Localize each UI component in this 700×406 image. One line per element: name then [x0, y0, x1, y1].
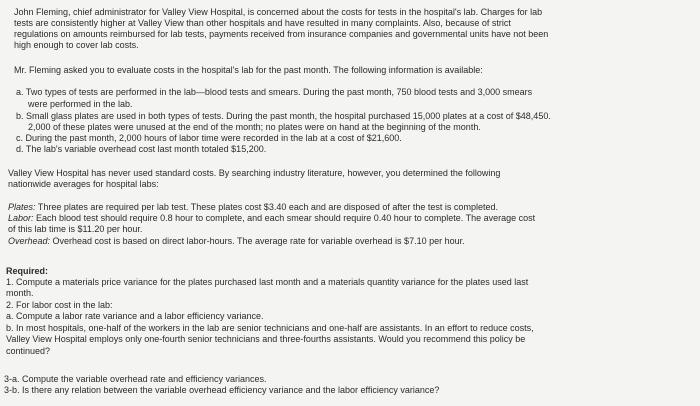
intro-line-3: regulations on amounts reimbursed for lab tests, payments received from insurance companies and governmental units have not been: [14, 29, 549, 39]
ask-text: Mr. Fleming asked you to evaluate costs in the hospital's lab for the past month. The following information is available:: [14, 65, 483, 75]
labor-text-1: Each blood test should require 0.8 hour to complete, and each smear should require 0.40 hour to complete. The average cost: [33, 213, 536, 223]
labor-label: Labor:: [8, 213, 34, 223]
overhead-standard: [8, 236, 465, 246]
plates-text: Three plates are required per lab test. These plates cost $3.40 each and are disposed of after the test is completed.: [35, 202, 498, 212]
standards-line-1: Valley View Hospital has never used standard costs. By searching industry literature, however, you determined the following: [8, 168, 501, 178]
question-2b-line-2: Valley View Hospital employs only one-fourth senior technicians and three-fourths assistants. Would you recommend this policy be: [6, 334, 526, 344]
intro-line-2: tests are consistently higher at Valley View than other hospitals and have resulted in many complaints. Also, because of strict: [14, 18, 511, 28]
item-a-line-1: a. Two types of tests are performed in the lab—blood tests and smears. During the past month, 750 blood tests and 3,000 smears: [16, 87, 533, 97]
question-1-line-1: 1. Compute a materials price variance for the plates purchased last month and a materials quantity variance for the plates used last: [6, 277, 529, 287]
overhead-text: Overhead cost is based on direct labor-hours. The average rate for variable overhead is $7.10 per hour.: [50, 236, 465, 246]
question-3a: 3-a. Compute the variable overhead rate and efficiency variances.: [4, 374, 267, 384]
plates-label: Plates:: [8, 202, 36, 212]
item-d: d. The lab's variable overhead cost last month totaled $15,200.: [16, 144, 267, 154]
item-b-line-1: b. Small glass plates are used in both types of tests. During the past month, the hospital purchased 15,000 plates at a cost of $48,450.: [16, 111, 551, 121]
intro-line-4: high enough to cover lab costs.: [14, 40, 139, 50]
question-3b: 3-b. Is there any relation between the variable overhead efficiency variance and the labor efficiency variance?: [4, 385, 440, 395]
item-c: c. During the past month, 2,000 hours of labor time were recorded in the lab at a cost of $21,600.: [16, 133, 402, 143]
labor-standard: [8, 213, 535, 223]
required-heading: Required:: [6, 266, 49, 276]
intro-line-1: John Fleming, chief administrator for Valley View Hospital, is concerned about the costs for tests in the hospital's lab. Charges for lab: [14, 7, 543, 17]
question-2: 2. For labor cost in the lab:: [6, 300, 113, 310]
standards-line-2: nationwide averages for hospital labs:: [8, 179, 159, 189]
question-1-line-2: month.: [6, 288, 34, 298]
question-2b-line-1: b. In most hospitals, one-half of the workers in the lab are senior technicians and one-half are assistants. In an effort to reduce costs,: [6, 323, 534, 333]
question-2a: a. Compute a labor rate variance and a labor efficiency variance.: [6, 311, 264, 321]
question-2b-line-3: continued?: [6, 346, 51, 356]
labor-text-2: of this lab time is $11.20 per hour.: [8, 224, 143, 234]
overhead-label: Overhead:: [8, 236, 51, 246]
item-b-line-2: 2,000 of these plates were unused at the end of the month; no plates were on hand at the beginning of the month.: [28, 122, 481, 132]
plates-standard: [8, 202, 498, 212]
item-a-line-2: were performed in the lab.: [28, 99, 133, 109]
